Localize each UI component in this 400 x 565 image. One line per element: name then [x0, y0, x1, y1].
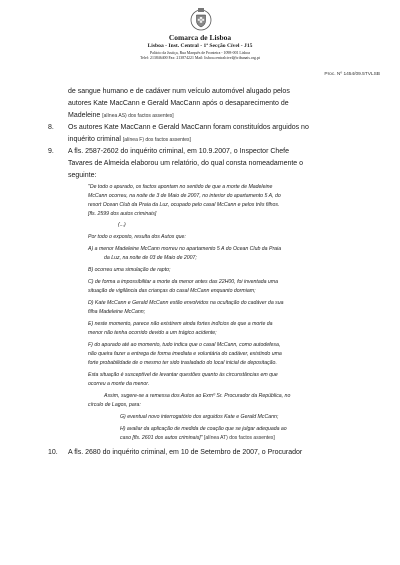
- paragraph-10-line: A fls. 2680 do inquérito criminal, em 10 de Setembro de 2007, o Procurador: [68, 449, 303, 456]
- paragraph-7-line: [68, 111, 174, 121]
- portuguese-coat-of-arms-icon: [190, 7, 212, 31]
- quote-line: F) do apurado até ao momento, tudo indica que o casal McCann, como autodefesa,: [88, 342, 281, 348]
- quote-line: Esta situação é susceptível de levantar questões quanto às circunstâncias em que: [88, 372, 278, 378]
- paragraph-9-line: seguinte:: [68, 172, 97, 179]
- paragraph-number: 8.: [48, 124, 54, 131]
- quote-line: forte probabilidade de o mesmo ter sido trasladado do local inicial de depositação.: [88, 360, 277, 366]
- paragraph-7-line: de sangue humano e de cadáver num veículo automóvel alugado pelos: [68, 88, 290, 95]
- quote-line: B) ocorreu uma simulação de rapto;: [88, 267, 171, 273]
- court-address: [0, 51, 400, 61]
- quote-line: resort Ocean Club da Praia da Luz, ocupado pelo casal McCann e pelos três filhos.: [88, 202, 280, 208]
- paragraph-9-line: A fls. 2587-2602 do inquérito criminal, em 10.9.2007, o Inspector Chefe: [68, 148, 290, 155]
- quote-line: situação de vigilância das crianças do casal McCann enquanto dormiam;: [88, 288, 256, 294]
- quote-line: filha Madeleine McCann;: [88, 309, 146, 315]
- quote-line: "De todo o apurado, os factos apontam no sentido de que a morte de Madeleine: [88, 184, 273, 190]
- process-number: Proc. Nº 1454/09.5TVLSB: [324, 72, 380, 77]
- fact-reference: [alínea AS) dos factos assentes]: [102, 113, 174, 119]
- court-name: Comarca de Lisboa: [168, 33, 232, 42]
- paragraph-8-line: Os autores Kate MacCann e Gerald MacCann foram constituídos arguidos no: [68, 124, 309, 131]
- quote-line: A) a menor Madeleine McCann morreu no apartamento 5 A do Ocean Club da Praia: [88, 246, 282, 252]
- quote-ellipsis: (...): [118, 222, 126, 228]
- fact-reference: [alínea AT) dos factos assentes]: [204, 435, 275, 441]
- paragraph-9-line: Tavares de Almeida elaborou um relatório, do qual consta nomeadamente o: [68, 160, 304, 167]
- paragraph-8-line: [68, 135, 191, 145]
- quote-line: [120, 435, 275, 442]
- paragraph-text: Madeleine: [68, 112, 103, 119]
- quote-line: [fls. 2599 dos autos criminais]: [88, 211, 157, 217]
- quote-line: da Luz, na noite de 03 de Maio de 2007;: [104, 255, 197, 261]
- quote-line: G) eventual novo interrogatório dos arguidos Kate e Gerald McCann;: [120, 414, 279, 420]
- quote-line: ocorreu a morte da menor.: [88, 381, 150, 387]
- contact-line: Telef: 213846400 Fax: 213874221 Mail: lisboa.centralcivel@tribunais.org.pt: [140, 56, 260, 61]
- quote-text: caso [fls. 2601 dos autos criminais]": [120, 435, 205, 441]
- quote-line: Assim, sugere-se a remessa dos Autos ao Exmº Sr. Procurador da República, no: [104, 393, 291, 399]
- quote-line: D) Kate McCann e Gerald McCann estão envolvidos na ocultação do cadáver da sua: [88, 300, 284, 306]
- fact-reference: [alínea F) dos factos assentes]: [122, 137, 191, 143]
- paragraph-number: 9.: [48, 148, 54, 155]
- quote-line: E) neste momento, parece não existirem ainda fortes indícios de que a morte da: [88, 321, 273, 327]
- paragraph-number: 10.: [48, 449, 58, 456]
- quote-line: menor não tenha ocorrido devido a um trágico acidente;: [88, 330, 217, 336]
- quote-line: círculo de Lagos, para:: [88, 402, 141, 408]
- quote-line: não queira fazer a entrega de forma imediata e voluntária do cadáver, existindo uma: [88, 351, 282, 357]
- quote-line: H) avaliar da aplicação de medida de coação que se julgar adequada ao: [120, 426, 287, 432]
- court-division: Lisboa - Inst. Central - 1ª Secção Cível - J15: [147, 43, 253, 49]
- address-line: Palácio da Justiça, Rua Marquês de Fronteira - 1098-001 Lisboa: [149, 51, 251, 55]
- quote-line: McCann ocorreu, na noite de 3 de Maio de 2007, no interior do apartamento 5 A, do: [88, 193, 281, 199]
- paragraph-7-line: autores Kate MacCann e Gerald MacCann após o desaparecimento de: [68, 100, 289, 107]
- paragraph-text: inquérito criminal: [68, 136, 123, 143]
- quote-line: Por todo o exposto, resulta dos Autos que:: [88, 234, 186, 240]
- quote-line: C) de forma a impossibilitar a morte da menor antes das 22H00, foi inventada uma: [88, 279, 279, 285]
